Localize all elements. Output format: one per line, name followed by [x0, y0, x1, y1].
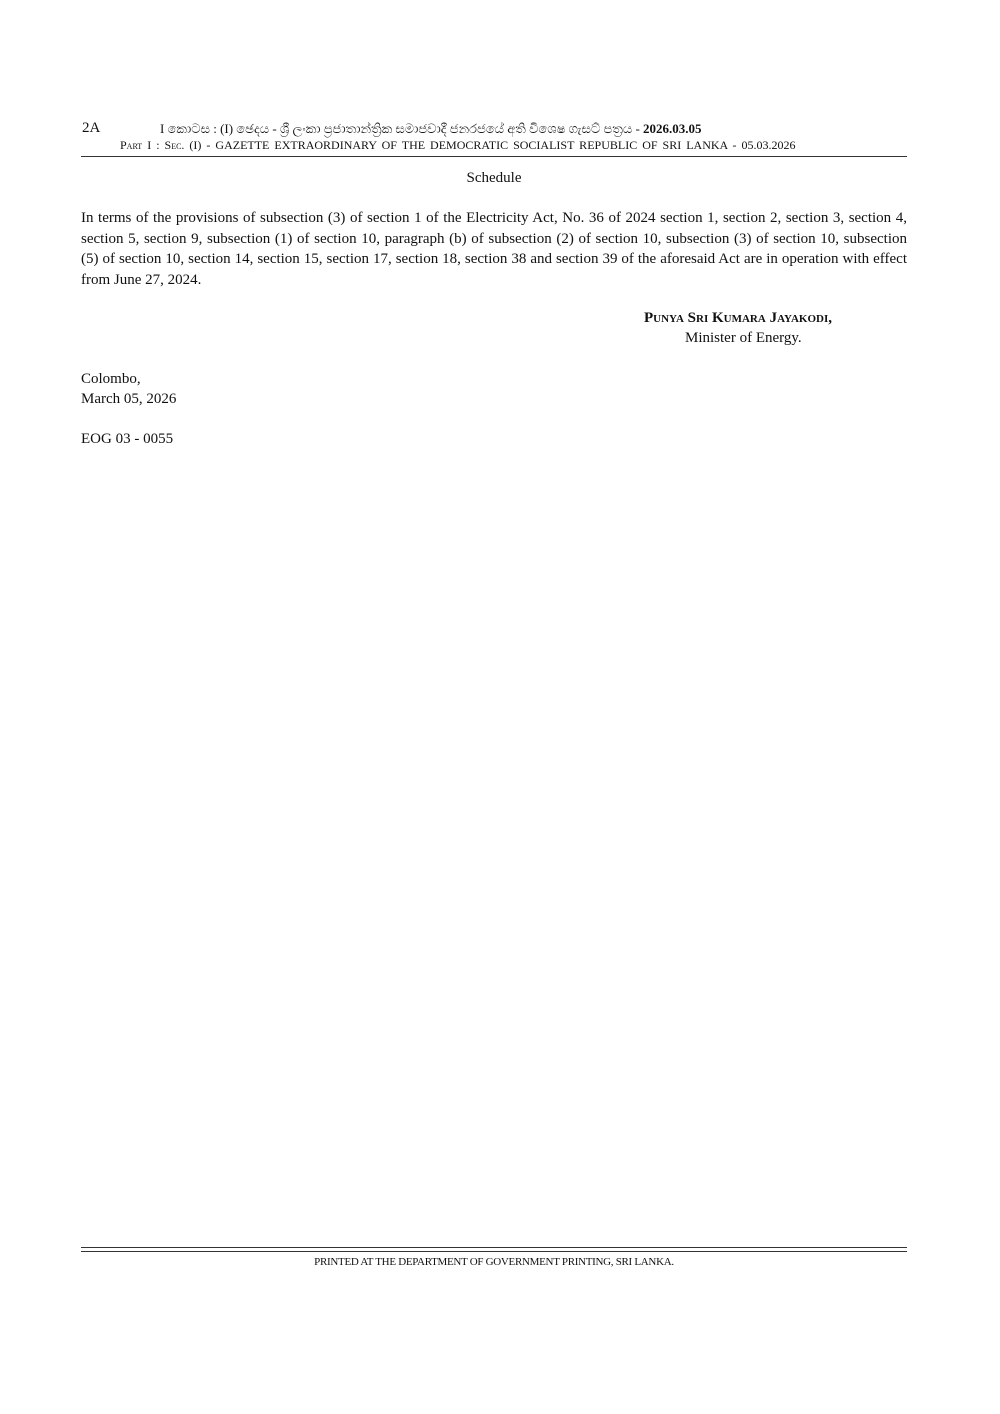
footer-divider-bottom [81, 1251, 907, 1252]
header-sinhala-text: I කොටස : (I) ඡෙදය - ශ්‍රී ලංකා ප්‍රජාතාන්ත්‍රික සමාජවාදී ජනරජයේ අති විශෙෂ ගැසට් පත්‍රය - [160, 121, 640, 136]
header-part-sec: Part I : Sec. [120, 138, 185, 152]
schedule-paragraph: In terms of the provisions of subsection (3) of section 1 of the Electricity Act, No. 36 of 2024 section 1, section 2, section 3, section 4, section 5, section 9, subsection (1) of section 10, paragraph (b) of subsection (2) of section 10, subsection (3) of section 10, subsection (5) of section 10, section 14, section 15, section 17, section 18, section 38 and section 39 of the aforesaid Act are in operation with effect from June 27, 2024. [81, 210, 907, 288]
header-divider [81, 156, 907, 157]
signatory-title: Minister of Energy. [685, 330, 802, 346]
issue-date: March 05, 2026 [81, 391, 177, 407]
page-number: 2A [82, 120, 101, 136]
signatory-name: Punya Sri Kumara Jayakodi, [644, 310, 832, 326]
issue-place: Colombo, [81, 371, 141, 387]
header-sinhala-line [160, 120, 830, 138]
reference-number: EOG 03 - 0055 [81, 431, 174, 447]
header-english-line [120, 138, 868, 153]
header-english-text: (I) - GAZETTE EXTRAORDINARY OF THE DEMOCRATIC SOCIALIST REPUBLIC OF SRI LANKA - 05.03.2026 [189, 138, 796, 152]
printer-footer: PRINTED AT THE DEPARTMENT OF GOVERNMENT PRINTING, SRI LANKA. [314, 1256, 674, 1268]
footer-divider-top [81, 1247, 907, 1248]
header-sinhala-date: 2026.03.05 [643, 121, 702, 136]
schedule-title: Schedule [466, 170, 522, 186]
